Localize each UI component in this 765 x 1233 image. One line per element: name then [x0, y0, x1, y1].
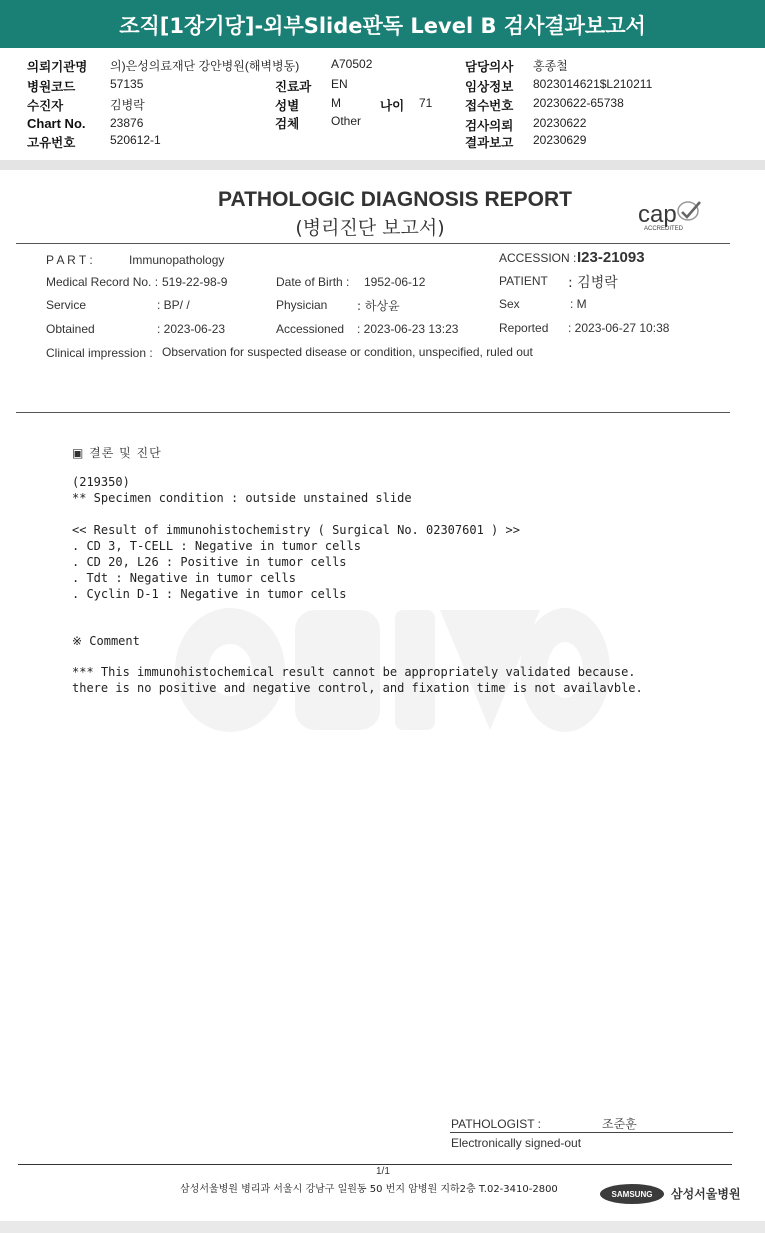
- hospital-code-value: 57135: [110, 77, 144, 91]
- signature-rule: [450, 1132, 733, 1133]
- unique-label: 고유번호: [27, 135, 76, 150]
- pathologist-label: PATHOLOGIST :: [451, 1117, 542, 1131]
- dept-label: 진료과: [275, 79, 312, 94]
- diagnosis-line: . CD 20, L26 : Positive in tumor cells: [72, 555, 347, 569]
- sex-value: M: [331, 96, 341, 110]
- institution-code: A70502: [331, 57, 373, 71]
- clinical-info-value: 8023014621$L210211: [533, 77, 653, 91]
- mrn-label: Medical Record No. :: [46, 275, 159, 289]
- mrn-value: 519-22-98-9: [162, 275, 228, 289]
- comment-title: ※ Comment: [72, 634, 140, 648]
- doctor-value: 홍종철: [533, 59, 568, 73]
- institution-value: 의)은성의료재단 강안병원(해벽병동): [110, 59, 300, 73]
- report-subtitle: (병리진단 보고서): [295, 217, 445, 239]
- obtained-label: Obtained: [46, 322, 95, 336]
- accessioned-value: : 2023-06-23 13:23: [357, 322, 459, 336]
- bottom-bar: [0, 1221, 765, 1233]
- institution-label: 의뢰기관명: [27, 59, 88, 74]
- specimen-value: Other: [331, 114, 362, 128]
- cap-accredited-logo: [638, 198, 704, 232]
- section-divider: [0, 160, 765, 170]
- request-value: 20230622: [533, 116, 587, 130]
- physician-value: : 하상윤: [357, 299, 400, 313]
- chart-value: 23876: [110, 116, 144, 130]
- unique-value: 520612-1: [110, 133, 161, 147]
- request-label: 검사의뢰: [465, 118, 514, 133]
- samsung-logo: [600, 1184, 664, 1204]
- service-label: Service: [46, 298, 87, 312]
- accession-value: I23-21093: [577, 249, 645, 266]
- physician-label: Physician: [276, 298, 328, 312]
- comment-line: there is no positive and negative control, and fixation time is not availavble.: [72, 681, 643, 695]
- patient-value: 김병락: [110, 98, 145, 112]
- receipt-label: 접수번호: [465, 98, 514, 113]
- cap-accredited-text: ACCREDITED: [644, 226, 684, 232]
- header-rule-top: [16, 243, 730, 244]
- clinical-impression-value: Observation for suspected disease or condition, unspecified, ruled out: [162, 345, 533, 359]
- diagnosis-line: . CD 3, T-CELL : Negative in tumor cells: [72, 539, 361, 553]
- patient-label: 수진자: [27, 98, 64, 113]
- chart-label: Chart No.: [27, 116, 86, 131]
- header-rule-bottom: [16, 412, 730, 413]
- dob-value: 1952-06-12: [364, 275, 426, 289]
- footer-rule: [18, 1164, 732, 1165]
- result-value: 20230629: [533, 133, 587, 147]
- samsung-logo-text: SAMSUNG: [611, 1190, 653, 1199]
- diagnosis-line: << Result of immunohistochemistry ( Surgical No. 02307601 ) >>: [72, 523, 520, 537]
- sex-label: 성별: [275, 98, 300, 113]
- result-label: 결과보고: [465, 135, 514, 150]
- signed-out-text: Electronically signed-out: [451, 1136, 582, 1150]
- pathologist-value: 조준훈: [602, 1117, 637, 1131]
- service-value: : BP/ /: [157, 298, 190, 312]
- doctor-label: 담당의사: [465, 59, 514, 74]
- reported-value: : 2023-06-27 10:38: [568, 321, 670, 335]
- diagnosis-line: ** Specimen condition : outside unstained slide: [72, 491, 412, 505]
- specimen-label: 검체: [275, 116, 300, 131]
- report-title: PATHOLOGIC DIAGNOSIS REPORT: [218, 188, 572, 211]
- clinical-info-label: 임상정보: [465, 79, 514, 94]
- obtained-value: : 2023-06-23: [157, 322, 226, 336]
- section-title: ▣ 결론 및 진단: [72, 446, 162, 460]
- age-label: 나이: [380, 98, 405, 113]
- accession-label: ACCESSION :: [499, 251, 577, 265]
- part-label: P A R T :: [46, 253, 93, 267]
- page-title: 조직[1장기당]-외부Slide판독 Level B 검사결과보고서: [119, 14, 646, 38]
- clinical-impression-label: Clinical impression :: [46, 346, 153, 360]
- comment-line: *** This immunohistochemical result cannot be appropriately validated because.: [72, 665, 636, 679]
- cap-logo-text: cap: [638, 201, 677, 228]
- hospital-logo-text: 삼성서울병원: [671, 1187, 741, 1201]
- age-value: 71: [419, 96, 433, 110]
- report-sex-label: Sex: [499, 297, 520, 311]
- part-value: Immunopathology: [129, 253, 225, 267]
- report-sex-value: : M: [570, 297, 587, 311]
- page-number: 1/1: [376, 1166, 390, 1177]
- reported-label: Reported: [499, 321, 549, 335]
- report-patient-label: PATIENT: [499, 274, 548, 288]
- dob-label: Date of Birth :: [276, 275, 350, 289]
- receipt-value: 20230622-65738: [533, 96, 624, 110]
- diagnosis-line: . Tdt : Negative in tumor cells: [72, 571, 296, 585]
- accessioned-label: Accessioned: [276, 322, 345, 336]
- report-patient-value: : 김병락: [568, 275, 618, 291]
- footer-address: 삼성서울병원 병리과 서울시 강남구 일원동 50 번지 암병원 지하2층 T.02-3410-2800: [180, 1184, 558, 1195]
- hospital-code-label: 병원코드: [27, 79, 76, 94]
- dept-value: EN: [331, 77, 348, 91]
- diagnosis-line: (219350): [72, 475, 130, 489]
- diagnosis-line: . Cyclin D-1 : Negative in tumor cells: [72, 587, 347, 601]
- title-banner: [0, 0, 765, 48]
